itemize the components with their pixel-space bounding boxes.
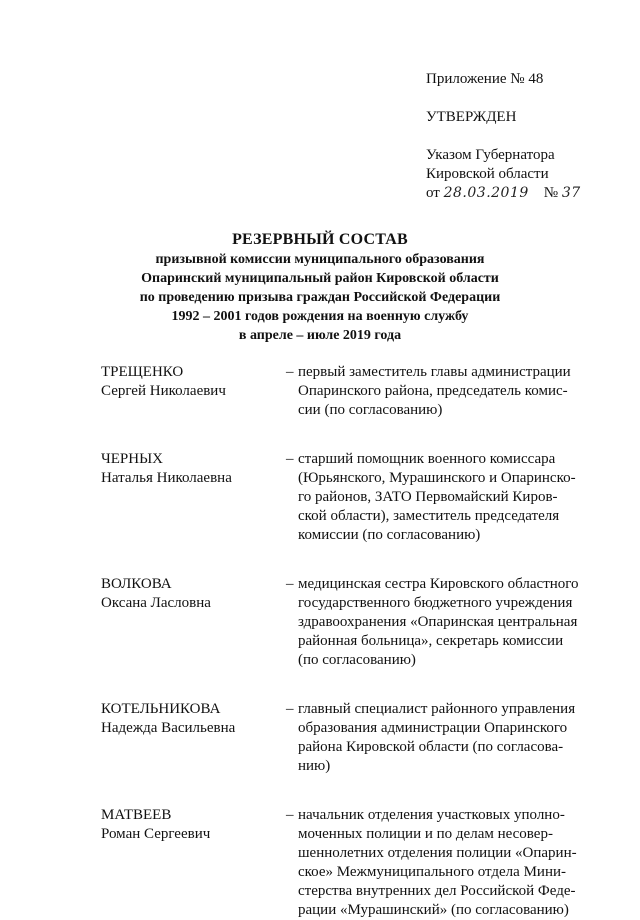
title-line: Опаринский муниципальный район Кировской области xyxy=(141,271,499,286)
member-role xyxy=(298,363,598,420)
role-line: государственного бюджетного учреждения xyxy=(298,595,573,611)
role-line: рации «Мурашинский» (по согласованию) xyxy=(298,902,569,918)
member-name xyxy=(101,450,286,488)
role-line: стерства внутренних дел Российской Феде- xyxy=(298,883,576,899)
approved-label: УТВЕРЖДЕН xyxy=(426,109,517,125)
appendix-label: Приложение № 48 xyxy=(426,71,544,87)
member-name xyxy=(101,575,286,613)
role-line: главный специалист районного управления xyxy=(298,701,576,717)
member-entry xyxy=(101,575,601,670)
role-line: Опаринского района, председатель комис- xyxy=(298,383,568,399)
member-surname: ТРЕЩЕНКО xyxy=(101,364,184,380)
role-line: моченных полиции и по делам несовер- xyxy=(298,826,553,842)
decree-line-1: Указом Губернатора xyxy=(426,147,555,163)
role-line: (Юрьянского, Мурашинского и Опаринско- xyxy=(298,470,576,486)
role-line: первый заместитель главы администрации xyxy=(298,364,571,380)
member-entry xyxy=(101,700,601,776)
decree-date-line xyxy=(426,184,581,203)
title-line: в апреле – июле 2019 года xyxy=(238,328,402,343)
role-line: комиссии (по согласованию) xyxy=(298,527,481,543)
role-line: сии (по согласованию) xyxy=(298,402,443,418)
role-line: го районов, ЗАТО Первомайский Киров- xyxy=(298,489,558,505)
member-dash: – xyxy=(286,576,294,592)
role-line: старший помощник военного комиссара xyxy=(298,451,556,467)
member-entry xyxy=(101,450,601,545)
title-line: 1992 – 2001 годов рождения на военную службу xyxy=(171,309,469,324)
member-role xyxy=(298,806,598,920)
date-prefix: от xyxy=(426,185,440,201)
member-entry xyxy=(101,363,601,420)
member-surname: ЧЕРНЫХ xyxy=(101,451,163,467)
member-given-name: Роман Сергеевич xyxy=(101,826,211,842)
member-role xyxy=(298,575,598,670)
role-line: шеннолетних отделения полиции «Опарин- xyxy=(298,845,577,861)
role-line: нию) xyxy=(298,758,331,774)
member-dash: – xyxy=(286,807,294,823)
title-main: РЕЗЕРВНЫЙ СОСТАВ xyxy=(232,231,408,248)
member-given-name: Оксана Ласловна xyxy=(101,595,211,611)
role-line: ское» Межмуниципального отдела Мини- xyxy=(298,864,566,880)
number-prefix: № xyxy=(543,185,559,201)
role-line: здравоохранения «Опаринская центральная xyxy=(298,614,578,630)
member-list xyxy=(101,363,601,920)
member-given-name: Надежда Васильевна xyxy=(101,720,236,736)
member-dash: – xyxy=(286,364,294,380)
member-role xyxy=(298,450,598,545)
role-line: образования администрации Опаринского xyxy=(298,720,568,736)
member-dash: – xyxy=(286,701,294,717)
member-name xyxy=(101,363,286,401)
approval-block xyxy=(426,70,581,203)
member-given-name: Сергей Николаевич xyxy=(101,383,226,399)
member-entry xyxy=(101,806,601,920)
member-given-name: Наталья Николаевна xyxy=(101,470,232,486)
role-line: ской области), заместитель председателя xyxy=(298,508,560,524)
role-line: района Кировской области (по согласова- xyxy=(298,739,564,755)
document-title xyxy=(0,230,640,345)
member-surname: ВОЛКОВА xyxy=(101,576,172,592)
decree-line-2: Кировской области xyxy=(426,166,549,182)
member-surname: МАТВЕЕВ xyxy=(101,807,172,823)
handwritten-number: 37 xyxy=(561,185,581,201)
title-line: по проведению призыва граждан Российской Федерации xyxy=(139,290,501,305)
member-dash: – xyxy=(286,451,294,467)
member-name xyxy=(101,806,286,844)
member-name xyxy=(101,700,286,738)
handwritten-date: 28.03.2019 xyxy=(443,185,529,201)
role-line: начальник отделения участковых уполно- xyxy=(298,807,565,823)
role-line: медицинская сестра Кировского областного xyxy=(298,576,579,592)
role-line: (по согласованию) xyxy=(298,652,416,668)
member-surname: КОТЕЛЬНИКОВА xyxy=(101,701,221,717)
role-line: районная больница», секретарь комиссии xyxy=(298,633,564,649)
title-line: призывной комиссии муниципального образования xyxy=(155,252,485,267)
member-role xyxy=(298,700,598,776)
